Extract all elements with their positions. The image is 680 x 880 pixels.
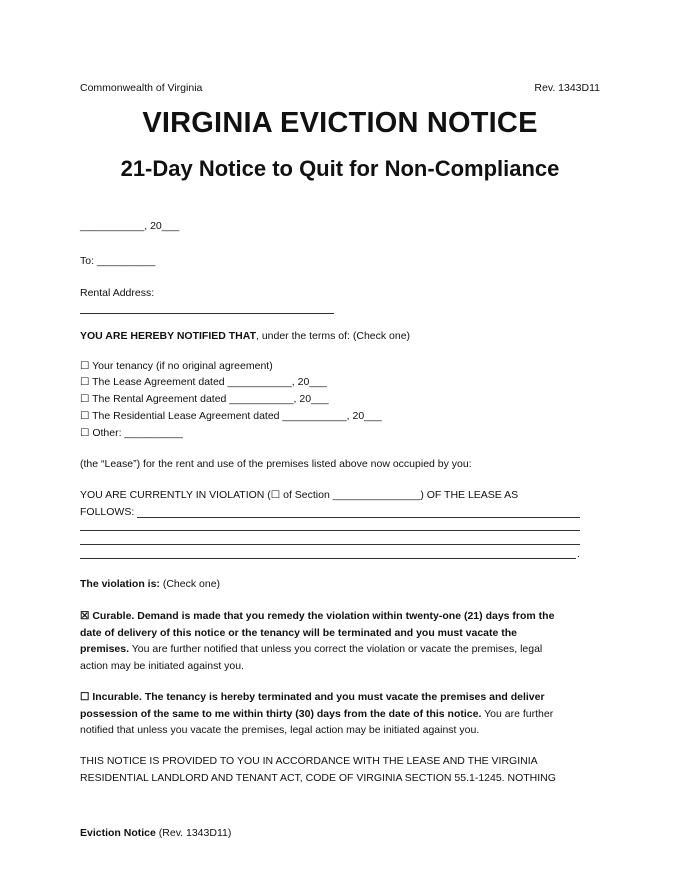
option-lease-agreement[interactable]: ☐ The Lease Agreement dated ___________, 20___ [80, 376, 327, 388]
rental-address-label: Rental Address: [80, 287, 155, 299]
incurable-line-2 [80, 708, 553, 720]
violation-end-mark: . [577, 548, 580, 560]
date-field[interactable]: ___________, 20___ [80, 220, 180, 232]
rental-address-field[interactable] [80, 313, 334, 314]
follows-label: FOLLOWS: [80, 506, 135, 518]
document-title: VIRGINIA EVICTION NOTICE [142, 107, 538, 139]
notified-bold: YOU ARE HEREBY NOTIFIED THAT [80, 330, 256, 342]
to-field[interactable]: To: __________ [80, 255, 156, 267]
violation-is-bold: The violation is: [80, 578, 160, 590]
violation-field-3[interactable] [80, 544, 580, 545]
lease-definition: (the “Lease”) for the rent and use of the premises listed above now occupied by you: [80, 458, 472, 470]
curable-line-3-rest: You are further notified that unless you correct the violation or vacate the premises, legal [129, 643, 543, 655]
incurable-line-3: notified that unless you vacate the premises, legal action may be initiated against you. [80, 724, 480, 736]
curable-line-3 [80, 643, 542, 655]
provided-line-2: RESIDENTIAL LANDLORD AND TENANT ACT, CODE OF VIRGINIA SECTION 55.1-1245. NOTHING [80, 772, 556, 784]
incurable-line-2-rest: You are further [481, 708, 554, 720]
option-rental-agreement[interactable]: ☐ The Rental Agreement dated ___________, 20___ [80, 393, 329, 405]
header-revision: Rev. 1343D11 [534, 82, 600, 94]
violation-line: YOU ARE CURRENTLY IN VIOLATION (☐ of Section _______________) OF THE LEASE AS [80, 489, 519, 501]
curable-line-3-bold: premises. [80, 643, 130, 655]
option-tenancy[interactable]: ☐ Your tenancy (if no original agreement) [80, 360, 273, 372]
violation-is-rest: (Check one) [159, 578, 221, 590]
notified-rest: , under the terms of: (Check one) [255, 330, 411, 342]
curable-line-4: action may be initiated against you. [80, 660, 245, 672]
violation-field-2[interactable] [80, 530, 580, 531]
violation-field-4[interactable] [80, 558, 576, 559]
curable-option[interactable]: ☒ Curable. Demand is made that you remedy the violation within twenty-one (21) days from the [80, 610, 555, 622]
footer [80, 827, 231, 839]
option-other[interactable]: ☐ Other: __________ [80, 427, 183, 439]
header-jurisdiction: Commonwealth of Virginia [80, 82, 203, 94]
option-residential-lease[interactable]: ☐ The Residential Lease Agreement dated ___________, 20___ [80, 410, 382, 422]
provided-line-1: THIS NOTICE IS PROVIDED TO YOU IN ACCORDANCE WITH THE LEASE AND THE VIRGINIA [80, 755, 538, 767]
incurable-line-2-bold: possession of the same to me within thirty (30) days from the date of this notice. [80, 708, 482, 720]
footer-bold: Eviction Notice [80, 827, 156, 839]
violation-field-1[interactable] [137, 517, 580, 518]
incurable-option[interactable]: ☐ Incurable. The tenancy is hereby terminated and you must vacate the premises and deliver [80, 691, 545, 703]
violation-is-line [80, 578, 220, 590]
document-subtitle: 21-Day Notice to Quit for Non-Compliance [120, 156, 560, 181]
curable-line-2: date of delivery of this notice or the tenancy will be terminated and you must vacate the [80, 627, 518, 639]
footer-rest: (Rev. 1343D11) [155, 827, 232, 839]
notified-paragraph [80, 330, 410, 342]
